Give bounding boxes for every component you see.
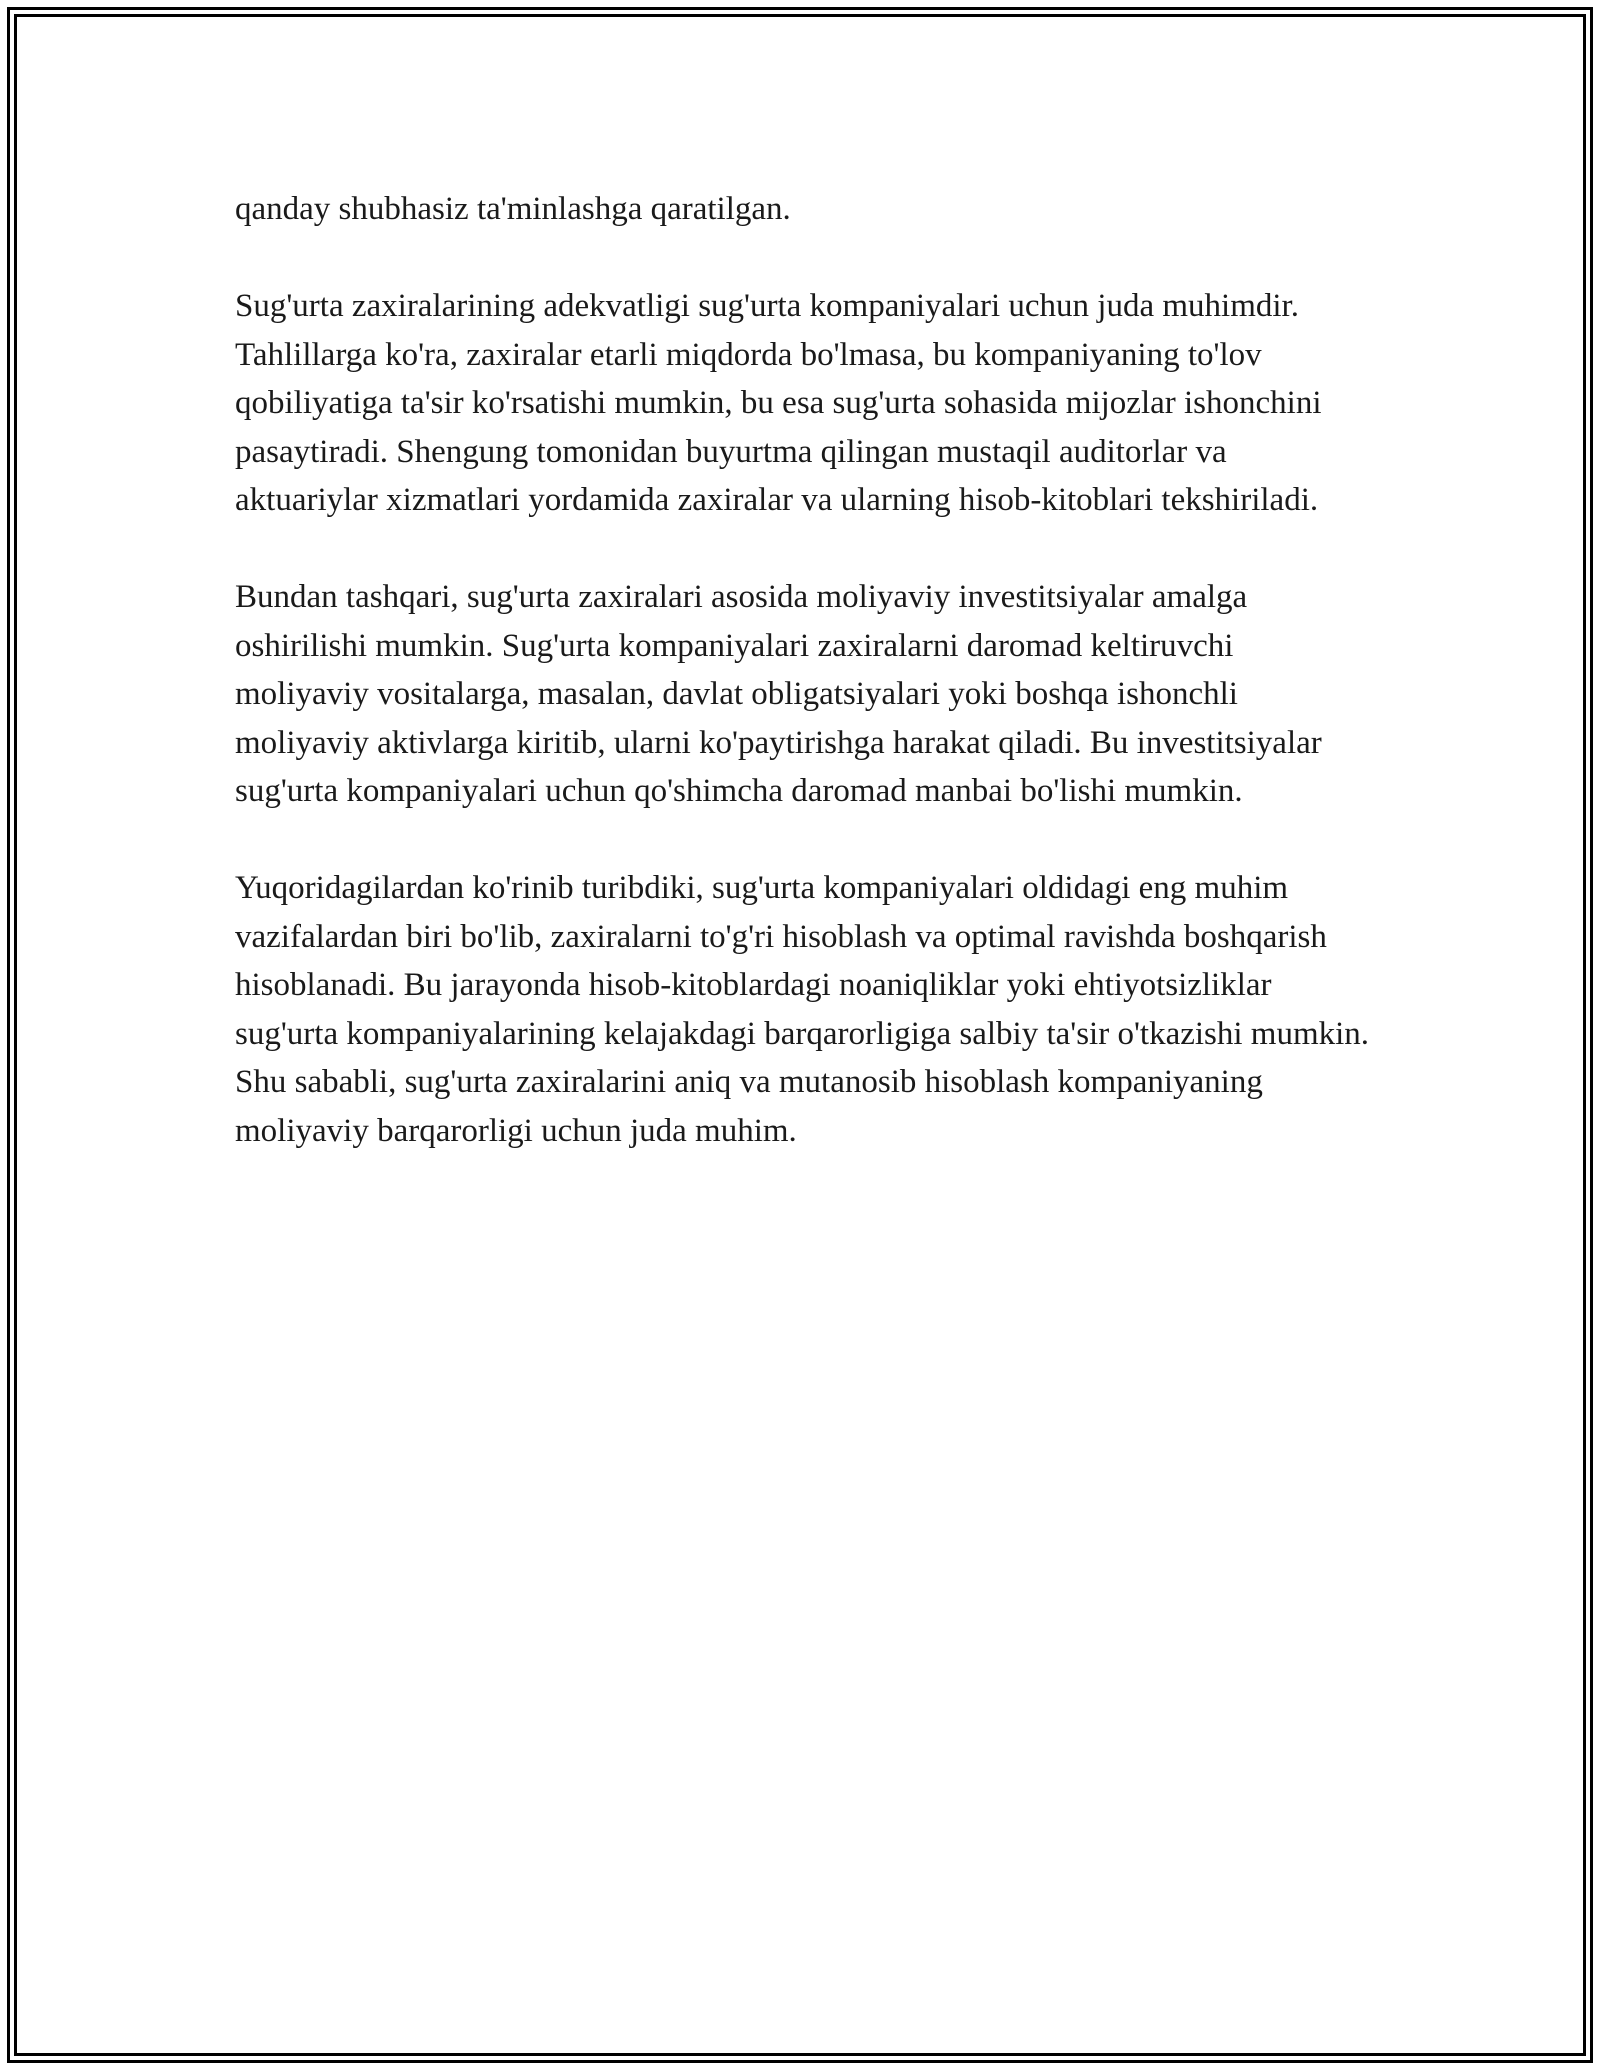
document-body (235, 185, 1375, 1204)
paragraph-reserve-adequacy: Sug'urta zaxiralarining adekvatligi sug'urta kompaniyalari uchun juda muhimdir. Tahlillarga ko'ra, zaxiralar etarli miqdorda bo'lmasa, bu kompaniyaning to'lov qobiliyatiga ta'sir ko'rsatishi mumkin, bu esa sug'urta sohasida mijozlar ishonchini pasaytiradi. Shengung tomonidan buyurtma qilingan mustaqil auditorlar va aktuariylar xizmatlari yordamida zaxiralar va ularning hisob-kitoblari tekshiriladi. (235, 288, 1322, 518)
paragraph-continuation: qanday shubhasiz ta'minlashga qaratilgan. (235, 191, 791, 227)
paragraph-conclusion: Yuqoridagilardan ko'rinib turibdiki, sug'urta kompaniyalari oldidagi eng muhim vazifalardan biri bo'lib, zaxiralarni to'g'ri hisoblash va optimal ravishda boshqarish hisoblanadi. Bu jarayonda hisob-kitoblardagi noaniqliklar yoki ehtiyotsizliklar sug'urta kompaniyalarining kelajakdagi barqarorligiga salbiy ta'sir o'tkazishi mumkin. Shu sababli, sug'urta zaxiralarini aniq va mutanosib hisoblash kompaniyaning moliyaviy barqarorligi uchun juda muhim. (235, 870, 1370, 1149)
paragraph-investments: Bundan tashqari, sug'urta zaxiralari asosida moliyaviy investitsiyalar amalga oshirilishi mumkin. Sug'urta kompaniyalari zaxiralarni daromad keltiruvchi moliyaviy vositalarga, masalan, davlat obligatsiyalari yoki boshqa ishonchli moliyaviy aktivlarga kiritib, ularni ko'paytirishga harakat qiladi. Bu investitsiyalar sug'urta kompaniyalari uchun qo'shimcha daromad manbai bo'lishi mumkin. (235, 579, 1322, 809)
